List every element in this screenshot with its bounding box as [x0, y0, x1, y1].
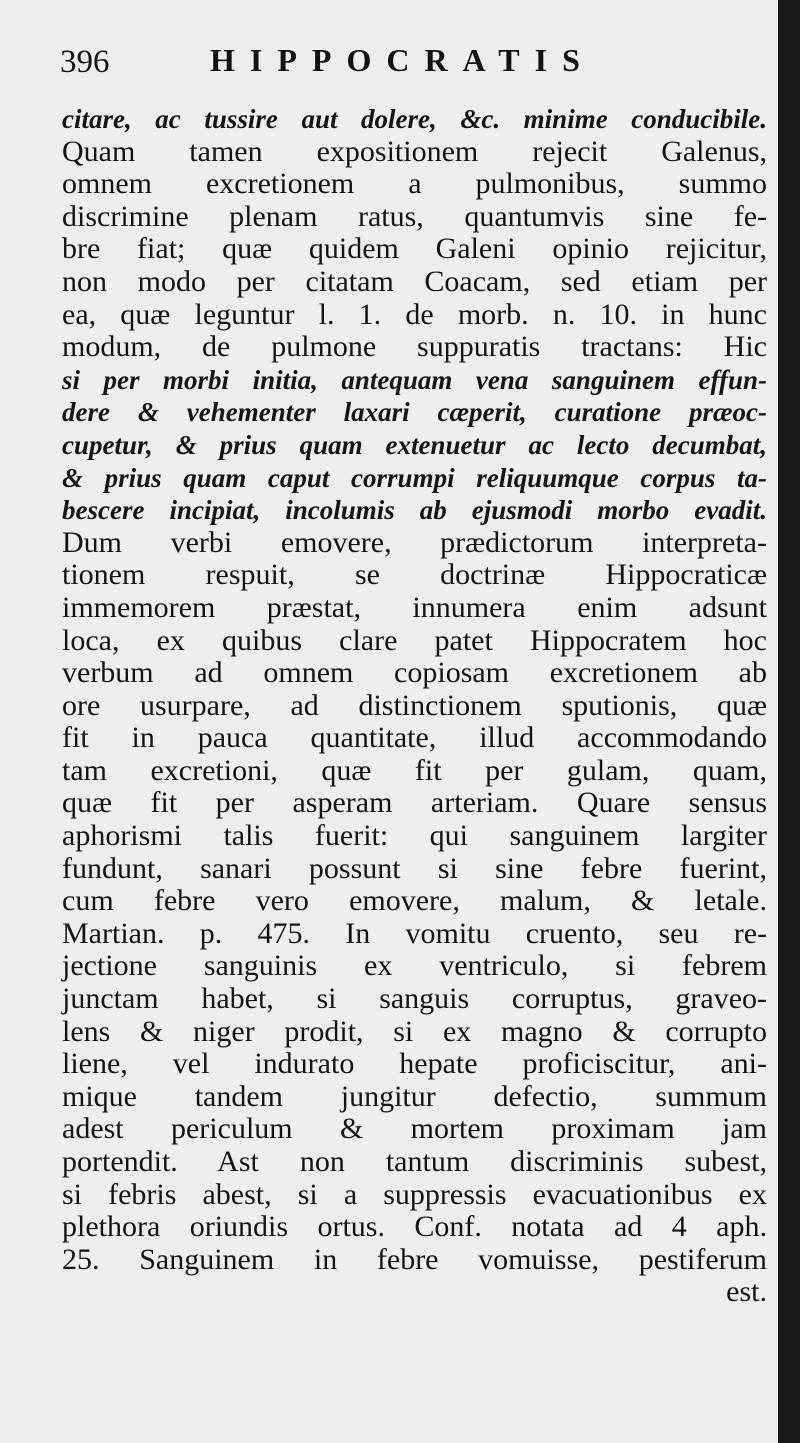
- text-line: lens & niger prodit, si ex magno & corrupto: [62, 1014, 767, 1048]
- text-line: citare, ac tussire aut dolere, &c. minime conducibile.: [62, 104, 767, 134]
- page-header: [0, 0, 778, 100]
- text-line: portendit. Ast non tantum discriminis subest,: [62, 1145, 767, 1178]
- text-line: Martian. p. 475. In vomitu cruento, seu re-: [62, 916, 767, 950]
- text-line: tionem respuit, se doctrinæ Hippocraticæ: [62, 558, 767, 592]
- text-line: liene, vel indurato hepate proficiscitur, ani-: [62, 1047, 767, 1081]
- text-line: modum, de pulmone suppuratis tractans: Hic: [62, 330, 767, 364]
- text-line: cupetur, & prius quam extenuetur ac lecto decumbat,: [62, 429, 767, 460]
- running-title: HIPPOCRATIS: [210, 42, 595, 78]
- text-line: est.: [726, 1275, 767, 1309]
- text-line: si febris abest, si a suppressis evacuationibus ex: [62, 1177, 767, 1211]
- text-line: adest periculum & mortem proximam jam: [62, 1112, 767, 1146]
- text-line: loca, ex quibus clare patet Hippocratem hoc: [62, 623, 767, 657]
- text-line: aphorismi talis fuerit: qui sanguinem largiter: [62, 819, 767, 853]
- text-line: bre fiat; quæ quidem Galeni opinio rejicitur,: [62, 232, 767, 266]
- text-line: 25. Sanguinem in febre vomuisse, pestiferum: [62, 1242, 767, 1276]
- text-line: si per morbi initia, antequam vena sanguinem effun-: [62, 364, 767, 395]
- text-line: ea, quæ leguntur l. 1. de morb. n. 10. in hunc: [62, 297, 767, 331]
- page-edge-shadow: [778, 0, 800, 1443]
- text-line: bescere incipiat, incolumis ab ejusmodi morbo evadit.: [62, 495, 767, 526]
- text-line: non modo per citatam Coacam, sed etiam per: [62, 264, 767, 298]
- text-line: mique tandem jungitur defectio, summum: [62, 1079, 767, 1113]
- text-line: immemorem præstat, innumera enim adsunt: [62, 590, 767, 624]
- text-line: & prius quam caput corrumpi reliquumque corpus ta-: [62, 462, 767, 493]
- text-line: omnem excretionem a pulmonibus, summo: [62, 167, 767, 201]
- text-line: dere & vehementer laxari cæperit, curatione præoc-: [62, 397, 767, 428]
- text-line: verbum ad omnem copiosam excretionem ab: [62, 656, 767, 690]
- text-line: fundunt, sanari possunt si sine febre fuerint,: [62, 851, 767, 885]
- text-line: Dum verbi emovere, prædictorum interpreta-: [62, 525, 767, 559]
- text-line: Quam tamen expositionem rejecit Galenus,: [62, 134, 767, 168]
- text-line: ore usurpare, ad distinctionem sputionis, quæ: [62, 688, 767, 722]
- text-line: tam excretioni, quæ fit per gulam, quam,: [62, 753, 767, 787]
- text-line: cum febre vero emovere, malum, & letale.: [62, 884, 767, 918]
- text-line: quæ fit per asperam arteriam. Quare sensus: [62, 786, 767, 820]
- text-line: fit in pauca quantitate, illud accommodando: [62, 721, 767, 755]
- text-line: junctam habet, si sanguis corruptus, graveo-: [62, 982, 767, 1016]
- text-line: discrimine plenam ratus, quantumvis sine fe-: [62, 199, 767, 233]
- body-text: [62, 103, 767, 1309]
- text-line: jectione sanguinis ex ventriculo, si febrem: [62, 949, 767, 983]
- page-number: 396: [60, 44, 110, 80]
- text-line: plethora oriundis ortus. Conf. notata ad 4 aph.: [62, 1210, 767, 1244]
